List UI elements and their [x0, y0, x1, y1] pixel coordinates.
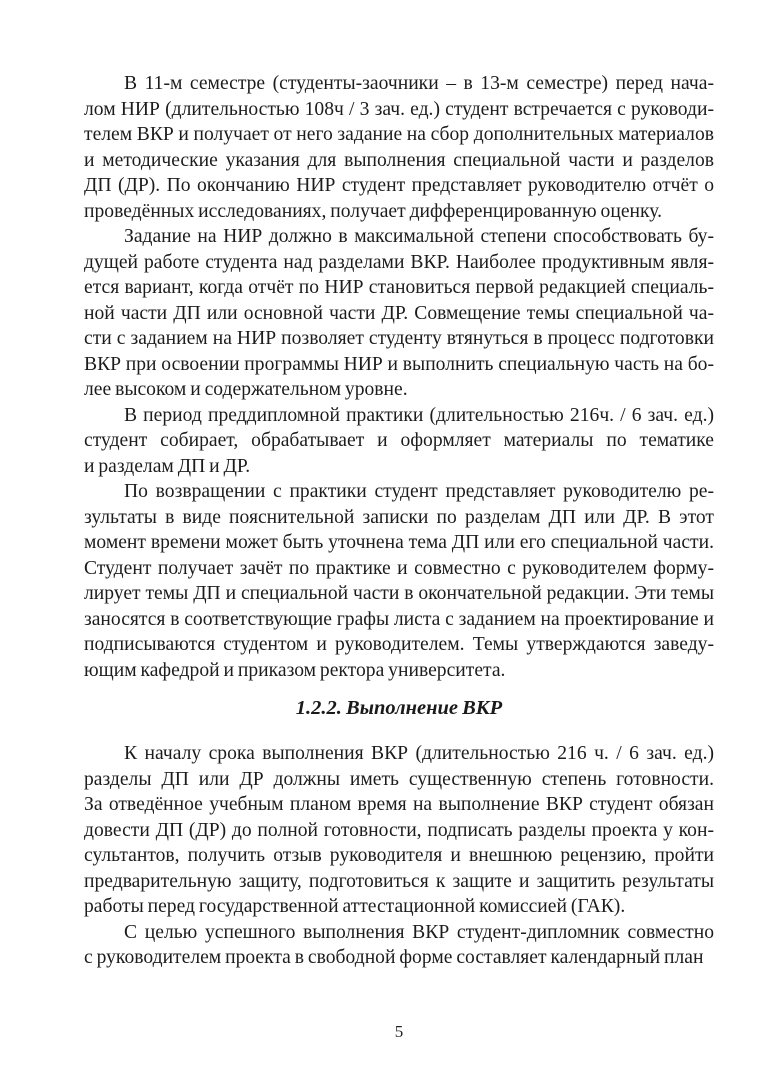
- text-line: и методические указания для выполнения специальной части и разделов: [84, 149, 714, 171]
- text-line: дущей работе студента над разделами ВКР. Наиболее продуктивным явля-: [84, 251, 714, 273]
- text-line: ВКР при освоении программы НИР и выполнить специальную часть на бо-: [84, 353, 714, 375]
- text-line: зультаты в виде пояснительной записки по разделам ДП или ДР. В этот: [84, 506, 714, 528]
- text-line: ДП (ДР). По окончанию НИР студент представляет руководителю отчёт о: [84, 175, 714, 196]
- text-line: В 11-м семестре (студенты-заочники – в 13-м семестре) перед нача-: [124, 73, 714, 94]
- text-line: Задание на НИР должно в максимальной степени способствовать бу-: [124, 226, 714, 247]
- paragraph: [84, 403, 714, 480]
- text-line: В период преддипломной практики (длительностью 216ч. / 6 зач. ед.): [124, 404, 714, 426]
- paragraph: [84, 479, 714, 683]
- page-number: 5: [394, 1022, 404, 1041]
- section-after-heading: [84, 741, 714, 971]
- paragraph: [84, 71, 714, 224]
- text-line: За отведённое учебным планом время на выполнение ВКР студент обязан: [84, 794, 714, 815]
- text-line: лирует темы ДП и специальной части в окончательной редакции. Эти темы: [84, 583, 714, 604]
- text-line: лее высоком и содержательном уровне.: [84, 379, 408, 400]
- text-line: довести ДП (ДР) до полной готовности, подписать разделы проекта у кон-: [84, 819, 714, 841]
- paragraph: [84, 741, 714, 920]
- text-line: с руководителем проекта в свободной форме составляет календарный план: [84, 947, 704, 968]
- text-line: ющим кафедрой и приказом ректора университета.: [84, 659, 506, 681]
- text-line: проведённых исследованиях, получает дифференцированную оценку.: [84, 200, 662, 222]
- text-line: заносятся в соответствующие графы листа с заданием на проектирование и: [84, 608, 714, 630]
- text-line: лом НИР (длительностью 108ч / 3 зач. ед.) студент встречается с руководи-: [84, 98, 714, 120]
- text-line: работы перед государственной аттестационной комиссией (ГАК).: [84, 896, 626, 917]
- paragraph: [84, 224, 714, 403]
- text-line: ется вариант, когда отчёт по НИР становиться первой редакцией специаль-: [84, 277, 714, 298]
- text-line: телем ВКР и получает от него задание на сбор дополнительных материалов: [84, 124, 714, 145]
- text-line: Студент получает зачёт по практике и совместно с руководителем форму-: [84, 557, 714, 579]
- text-line: сти с заданием на НИР позволяет студенту втянуться в процесс подготовки: [84, 328, 714, 349]
- text-line: момент времени может быть уточнена тема ДП или его специальной части.: [84, 532, 714, 553]
- text-line: разделы ДП или ДР должны иметь существенную степень готовности.: [84, 768, 714, 790]
- text-line: предварительную защиту, подготовиться к защите и защитить результаты: [84, 870, 714, 892]
- section-before-heading: [84, 71, 714, 683]
- section-heading: 1.2.2. Выполнение ВКР: [295, 697, 503, 719]
- text-line: С целью успешного выполнения ВКР студент-дипломник совместно: [124, 921, 714, 943]
- paragraph: [84, 920, 714, 971]
- text-line: и разделам ДП и ДР.: [84, 455, 251, 477]
- text-line: ной части ДП или основной части ДР. Совмещение темы специальной ча-: [84, 302, 714, 324]
- text-line: подписываются студентом и руководителем. Темы утверждаются заведу-: [84, 634, 714, 655]
- text-line: студент собирает, обрабатывает и оформляет материалы по тематике: [84, 430, 714, 451]
- text-line: сультантов, получить отзыв руководителя и внешнюю рецензию, пройти: [84, 845, 714, 866]
- text-line: К началу срока выполнения ВКР (длительностью 216 ч. / 6 зач. ед.): [124, 743, 714, 764]
- text-block: [84, 71, 714, 971]
- text-line: По возвращении с практики студент представляет руководителю ре-: [124, 481, 714, 502]
